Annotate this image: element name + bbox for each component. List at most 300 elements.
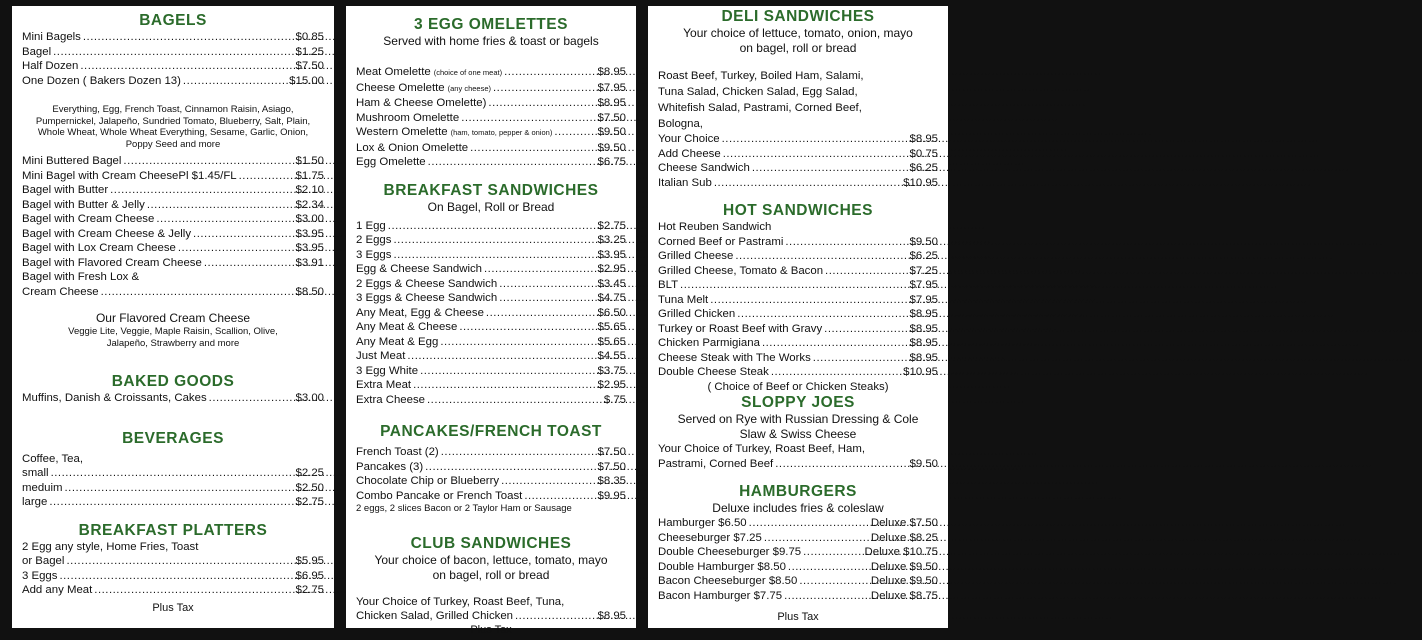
leader-dots xyxy=(51,466,294,481)
club-list xyxy=(356,609,626,624)
leader-dots xyxy=(488,96,595,111)
item-name: Extra Cheese xyxy=(356,393,426,406)
item-price: $3.91 xyxy=(295,256,324,269)
bagels-list xyxy=(22,30,324,88)
leader-dots xyxy=(764,531,869,546)
pancakes-heading: PANCAKES/FRENCH TOAST xyxy=(380,423,602,440)
item-price: $0.85 xyxy=(295,31,324,43)
item-name: Double Cheeseburger $9.75 xyxy=(658,546,802,558)
leader-dots xyxy=(388,219,596,234)
item-price: $3.25 xyxy=(597,234,626,246)
leader-dots xyxy=(407,349,595,364)
deli-list-line: Whitefish Salad, Pastrami, Corned Beef, xyxy=(658,102,862,114)
hot-sandwiches-heading: HOT SANDWICHES xyxy=(723,202,873,219)
item-note: (ham, tomato, pepper & onion) xyxy=(450,128,553,137)
menu-item xyxy=(356,460,626,475)
item-price: $15.00 xyxy=(289,74,324,87)
leader-dots xyxy=(722,132,908,147)
menu-item xyxy=(356,65,626,81)
item-price: $3.95 xyxy=(295,242,324,254)
leader-dots xyxy=(723,147,908,162)
item-name: Cream Cheese xyxy=(22,285,99,298)
item-price: $3.95 xyxy=(295,227,324,240)
menu-item xyxy=(22,183,324,198)
menu-item xyxy=(658,293,938,308)
item-price: $8.95 xyxy=(909,322,938,335)
item-price: $.75 xyxy=(603,393,626,406)
menu-item xyxy=(658,161,938,176)
menu-item xyxy=(22,45,324,60)
leader-dots xyxy=(785,235,907,250)
item-name: Chicken Parmigiana xyxy=(658,337,760,349)
item-price: $7.50 xyxy=(597,446,626,458)
item-price: $2.50 xyxy=(295,481,324,494)
menu-item xyxy=(356,248,626,263)
menu-item xyxy=(658,545,938,560)
menu-item xyxy=(356,291,626,306)
bagel-flavors: Everything, Egg, French Toast, Cinnamon Raisin, Asiago, Pumpernickel, Jalapeño, Sundried Tomato, Blueberry, Salt, Plain, Whole Wheat, Whole Wheat Everything, Sesame, Garlic, Onion, Poppy Seed and more xyxy=(35,104,311,150)
leader-dots xyxy=(425,460,595,475)
leader-dots xyxy=(752,161,908,176)
item-name: 3 Eggs xyxy=(22,569,58,582)
leader-dots xyxy=(499,277,595,292)
hamburgers-sub: Deluxe includes fries & coleslaw xyxy=(712,501,884,515)
menu-item xyxy=(658,351,938,366)
menu-item xyxy=(658,264,938,279)
leader-dots xyxy=(710,293,907,308)
item-price: $2.25 xyxy=(295,467,324,479)
menu-item xyxy=(356,349,626,364)
item-name: Western Omelette xyxy=(356,126,448,138)
item-name: Mushroom Omelette xyxy=(356,111,460,124)
leader-dots xyxy=(493,81,595,96)
leader-dots xyxy=(83,30,294,45)
menu-item xyxy=(22,30,324,45)
item-price: $8.95 xyxy=(597,97,626,109)
item-name: Any Meat & Egg xyxy=(356,335,439,348)
club-sandwiches-heading: CLUB SANDWICHES xyxy=(410,534,572,552)
item-name: Cheese Steak with The Works xyxy=(658,351,811,364)
item-name: One Dozen ( Bakers Dozen 13) xyxy=(22,74,181,87)
item-name: 2 Eggs xyxy=(356,234,392,246)
item-name: Ham & Cheese Omelette) xyxy=(356,97,487,109)
item-name: Grilled Cheese, Tomato & Bacon xyxy=(658,264,824,277)
menu-item xyxy=(356,111,626,126)
item-name: Mini Bagels xyxy=(22,31,81,43)
hot-line: Hot Reuben Sandwich xyxy=(658,221,772,233)
item-price: $8.95 xyxy=(909,133,938,145)
leader-dots xyxy=(156,212,293,227)
item-name: Grilled Cheese xyxy=(658,250,734,262)
item-name: Bagel with Cream Cheese xyxy=(22,213,155,225)
breakfast-sandwiches-heading: BREAKFAST SANDWICHES xyxy=(383,181,599,199)
item-price: $10.95 xyxy=(903,176,938,189)
pancakes-list xyxy=(356,445,626,503)
item-name: Cheese Omelette xyxy=(356,81,445,94)
leader-dots xyxy=(441,445,596,460)
leader-dots xyxy=(799,574,869,589)
menu-item xyxy=(22,285,324,300)
item-price: $4.55 xyxy=(597,350,626,362)
menu-item xyxy=(658,322,938,337)
leader-dots xyxy=(762,336,908,351)
menu-item xyxy=(22,583,324,598)
item-name: Bagel with Lox Cream Cheese xyxy=(22,242,176,254)
item-name: Egg & Cheese Sandwich xyxy=(356,263,483,275)
leader-dots xyxy=(749,516,869,531)
menu-item xyxy=(658,235,938,250)
leader-dots xyxy=(788,560,869,575)
item-price: $8.50 xyxy=(295,285,324,298)
item-price: $2.75 xyxy=(295,584,324,596)
item-name: Double Cheese Steak xyxy=(658,366,769,378)
item-price: $6.75 xyxy=(597,156,626,168)
item-name: Bagel with Butter & Jelly xyxy=(22,198,145,211)
item-price: $4.75 xyxy=(597,292,626,304)
item-name: Extra Meat xyxy=(356,379,412,391)
menu-item xyxy=(658,531,938,546)
leader-dots xyxy=(470,141,595,156)
leader-dots xyxy=(101,285,294,300)
menu-item xyxy=(356,474,626,489)
item-name: Pancakes (3) xyxy=(356,460,424,473)
leader-dots xyxy=(501,474,595,489)
hot-sandwiches-list xyxy=(658,235,938,380)
menu-item xyxy=(356,306,626,321)
sloppy-list xyxy=(658,457,938,472)
menu-item xyxy=(22,554,324,569)
item-name: Italian Sub xyxy=(658,176,712,189)
menu-item xyxy=(22,198,324,213)
sloppy-line: Your Choice of Turkey, Roast Beef, Ham, xyxy=(658,443,866,455)
item-price: $9.50 xyxy=(909,457,938,470)
menu-item xyxy=(22,74,324,89)
menu-item xyxy=(356,233,626,248)
item-name: 3 Egg White xyxy=(356,364,419,377)
item-name: Bagel with Flavored Cream Cheese xyxy=(22,256,202,269)
menu-item xyxy=(22,466,324,481)
item-price: $7.50 xyxy=(597,111,626,124)
leader-dots xyxy=(65,481,294,496)
menu-item xyxy=(658,365,938,380)
menu-item xyxy=(658,516,938,531)
sloppy-sub: Served on Rye with Russian Dressing & Cole Slaw & Swiss Cheese xyxy=(677,412,919,441)
menu-item xyxy=(22,256,324,271)
item-price: $6.95 xyxy=(295,569,324,582)
item-name: Mini Bagel with Cream CheesePl $1.45/FL xyxy=(22,169,237,182)
item-price: $8.35 xyxy=(597,475,626,487)
item-name: Egg Omelette xyxy=(356,156,426,168)
item-name: 1 Egg xyxy=(356,219,386,232)
leader-dots xyxy=(440,335,595,350)
item-name: Corned Beef or Pastrami xyxy=(658,235,784,248)
item-price: $3.45 xyxy=(597,277,626,290)
menu-item xyxy=(22,227,324,242)
flavored-cream-cheese-list: Veggie Lite, Veggie, Maple Raisin, Scallion, Olive, Jalapeño, Strawberry and more xyxy=(68,326,278,349)
leader-dots xyxy=(737,307,907,322)
menu-item xyxy=(356,125,626,141)
menu-item xyxy=(356,364,626,379)
plus-tax: Plus Tax xyxy=(152,601,194,614)
leader-dots xyxy=(775,457,907,472)
item-price: $9.50 xyxy=(597,141,626,154)
item-name: Any Meat & Cheese xyxy=(356,321,458,333)
item-price: $5.65 xyxy=(597,321,626,333)
item-price: $2.95 xyxy=(597,263,626,275)
menu-item xyxy=(658,307,938,322)
combo-note: 2 eggs, 2 slices Bacon or 2 Taylor Ham or Sausage xyxy=(356,503,572,514)
menu-item xyxy=(658,336,938,351)
menu-column-1 xyxy=(12,6,334,628)
item-price: $9.50 xyxy=(909,235,938,248)
omelettes-list xyxy=(356,65,626,170)
item-name: Meat Omelette xyxy=(356,66,431,78)
item-price: $7.25 xyxy=(909,264,938,277)
item-note: (any cheese) xyxy=(447,83,491,93)
deli-list-line: Tuna Salad, Chicken Salad, Egg Salad, xyxy=(658,86,858,98)
leader-dots xyxy=(413,378,595,393)
club-line: Your Choice of Turkey, Roast Beef, Tuna, xyxy=(356,595,565,608)
leader-dots xyxy=(459,320,595,335)
leader-dots xyxy=(178,241,294,256)
deli-list-text xyxy=(658,68,938,132)
leader-dots xyxy=(824,322,907,337)
leader-dots xyxy=(484,262,595,277)
leader-dots xyxy=(813,351,908,366)
item-price: $1.75 xyxy=(295,169,324,182)
hamburgers-list xyxy=(658,516,938,603)
item-name: BLT xyxy=(658,279,679,291)
deluxe-price: Deluxe $10.75 xyxy=(864,546,938,558)
breakfast-platters-heading: BREAKFAST PLATTERS xyxy=(78,521,268,539)
leader-dots xyxy=(53,45,293,60)
platters-list xyxy=(22,554,324,598)
item-name: Cheese Sandwich xyxy=(658,162,750,174)
item-name: 2 Eggs & Cheese Sandwich xyxy=(356,277,498,290)
menu-item xyxy=(22,241,324,256)
menu-item xyxy=(658,457,938,472)
item-price: $8.95 xyxy=(909,308,938,320)
item-price: $6.50 xyxy=(597,306,626,319)
leader-dots xyxy=(524,489,595,504)
item-price: $2.75 xyxy=(295,496,324,508)
item-name: Chicken Salad, Grilled Chicken xyxy=(356,610,514,622)
fresh-lox-line: Bagel with Fresh Lox & xyxy=(22,271,140,283)
hot-note: ( Choice of Beef or Chicken Steaks) xyxy=(707,380,889,393)
plus-tax: Plus Tax xyxy=(470,623,512,636)
menu-column-3 xyxy=(648,6,948,628)
item-name: French Toast (2) xyxy=(356,446,439,458)
item-name: Mini Buttered Bagel xyxy=(22,155,122,167)
leader-dots xyxy=(714,176,901,191)
menu-item xyxy=(22,212,324,227)
item-price: $1.25 xyxy=(295,45,324,58)
leader-dots xyxy=(393,248,595,263)
menu-item xyxy=(658,278,938,293)
item-price: $2.95 xyxy=(597,379,626,391)
omelettes-sub: Served with home fries & toast or bagels xyxy=(383,34,599,48)
deli-sub: Your choice of lettuce, tomato, onion, mayo on bagel, roll or bread xyxy=(683,26,913,55)
menu-item xyxy=(658,574,938,589)
item-price: $10.95 xyxy=(903,366,938,378)
item-name: Your Choice xyxy=(658,133,720,145)
menu-item xyxy=(356,378,626,393)
item-name: Combo Pancake or French Toast xyxy=(356,489,523,502)
item-price: $3.00 xyxy=(295,213,324,225)
item-name: Pastrami, Corned Beef xyxy=(658,457,774,470)
item-name: Grilled Chicken xyxy=(658,308,736,320)
item-price: $8.95 xyxy=(597,66,626,78)
leader-dots xyxy=(486,306,596,321)
item-price: $5.65 xyxy=(597,335,626,348)
menu-item xyxy=(356,393,626,408)
menu-item xyxy=(356,445,626,460)
deli-sandwiches-heading: DELI SANDWICHES xyxy=(721,8,875,25)
leader-dots xyxy=(680,278,907,293)
item-price: $6.25 xyxy=(909,250,938,262)
menu-item xyxy=(356,320,626,335)
menu-item xyxy=(356,81,626,97)
leader-dots xyxy=(183,74,287,89)
item-name: large xyxy=(22,496,48,508)
item-price: $5.95 xyxy=(295,555,324,567)
menu-item xyxy=(22,154,324,169)
leader-dots xyxy=(784,589,869,604)
item-name: Bacon Hamburger $7.75 xyxy=(658,589,783,602)
menu-item xyxy=(356,489,626,504)
item-price: $7.95 xyxy=(597,81,626,94)
leader-dots xyxy=(825,264,907,279)
leader-dots xyxy=(94,583,293,598)
item-name: Muffins, Danish & Croissants, Cakes xyxy=(22,392,207,404)
item-price: $7.95 xyxy=(909,293,938,306)
leader-dots xyxy=(393,233,595,248)
item-name: 3 Eggs & Cheese Sandwich xyxy=(356,292,498,304)
sloppy-joes-heading: SLOPPY JOES xyxy=(741,394,855,411)
menu-item xyxy=(356,262,626,277)
item-price: $2.10 xyxy=(295,184,324,196)
menu-item xyxy=(22,481,324,496)
deluxe-price: Deluxe $9.50 xyxy=(870,575,938,587)
leader-dots xyxy=(123,154,293,169)
menu-item xyxy=(22,495,324,510)
leader-dots xyxy=(49,495,293,510)
item-name: 3 Eggs xyxy=(356,248,392,261)
leader-dots xyxy=(803,545,862,560)
item-name: Just Meat xyxy=(356,350,406,362)
item-name: Add Cheese xyxy=(658,147,721,160)
leader-dots xyxy=(193,227,293,242)
leader-dots xyxy=(504,65,595,80)
leader-dots xyxy=(204,256,294,271)
leader-dots xyxy=(80,59,293,74)
menu-item xyxy=(356,155,626,170)
menu-item xyxy=(356,277,626,292)
menu-item xyxy=(356,219,626,234)
menu-item xyxy=(356,96,626,111)
item-price: $7.50 xyxy=(295,60,324,72)
leader-dots xyxy=(420,364,595,379)
item-name: Bagel xyxy=(22,45,52,58)
menu-item xyxy=(658,560,938,575)
item-price: $2.34 xyxy=(295,198,324,211)
bagel-items-list xyxy=(22,154,324,270)
item-price: $7.50 xyxy=(597,460,626,473)
menu-item xyxy=(356,141,626,156)
item-name: Bagel with Butter xyxy=(22,184,109,196)
breakfast-sandwiches-sub: On Bagel, Roll or Bread xyxy=(427,199,555,214)
leader-dots xyxy=(110,183,293,198)
menu-item xyxy=(658,176,938,191)
deluxe-price: Deluxe $7.50 xyxy=(870,517,938,529)
item-name: Add any Meat xyxy=(22,584,93,596)
leader-dots xyxy=(515,609,595,624)
item-name: Half Dozen xyxy=(22,60,79,72)
leader-dots xyxy=(428,155,596,170)
item-price: $3.95 xyxy=(597,248,626,261)
beverages-line: Coffee, Tea, xyxy=(22,452,84,465)
deluxe-price: Deluxe $8.25 xyxy=(870,531,938,544)
bagels-heading: BAGELS xyxy=(139,12,207,29)
deli-list xyxy=(658,132,938,190)
item-price: $6.25 xyxy=(909,162,938,174)
item-name: meduim xyxy=(22,481,63,494)
item-price: $8.95 xyxy=(909,351,938,364)
leader-dots xyxy=(147,198,294,213)
platters-line: 2 Egg any style, Home Fries, Toast xyxy=(22,540,199,553)
deluxe-price: Deluxe $8.75 xyxy=(870,589,938,602)
item-price: $7.95 xyxy=(909,279,938,291)
menu-item xyxy=(22,569,324,584)
deli-list-line: Roast Beef, Turkey, Boiled Ham, Salami, xyxy=(658,70,864,82)
item-price: $1.50 xyxy=(295,155,324,167)
menu-item xyxy=(658,249,938,264)
flavored-cream-cheese-title: Our Flavored Cream Cheese xyxy=(95,311,251,325)
item-name: Chocolate Chip or Blueberry xyxy=(356,475,500,487)
beverages-heading: BEVERAGES xyxy=(122,429,224,447)
leader-dots xyxy=(771,365,901,380)
leader-dots xyxy=(461,111,595,126)
item-name: Bacon Cheeseburger $8.50 xyxy=(658,575,798,587)
leader-dots xyxy=(239,169,294,184)
item-name: Lox & Onion Omelette xyxy=(356,141,469,154)
leader-dots xyxy=(59,569,293,584)
menu-item xyxy=(658,589,938,604)
item-name: Bagel with Cream Cheese & Jelly xyxy=(22,227,192,240)
deli-list-line: Bologna, xyxy=(658,118,703,130)
menu-item xyxy=(658,147,938,162)
menu-column-2 xyxy=(346,6,636,636)
menu-item xyxy=(22,391,324,406)
item-name: Double Hamburger $8.50 xyxy=(658,560,786,573)
item-price: $3.00 xyxy=(295,392,324,404)
breakfast-sandwiches-list xyxy=(356,219,626,408)
item-name: Tuna Melt xyxy=(658,293,709,306)
item-price: $8.95 xyxy=(909,337,938,349)
menu-item xyxy=(356,609,626,624)
menu-item xyxy=(356,335,626,350)
leader-dots xyxy=(427,393,602,408)
baked-goods-list xyxy=(22,391,324,406)
item-note: (choice of one meat) xyxy=(433,68,503,77)
item-price: $3.75 xyxy=(597,364,626,377)
leader-dots xyxy=(735,249,907,264)
item-price: $0.75 xyxy=(909,147,938,160)
deluxe-price: Deluxe $9.50 xyxy=(870,560,938,573)
hamburgers-heading: HAMBURGERS xyxy=(739,483,857,500)
omelettes-heading: 3 EGG OMELETTES xyxy=(414,16,568,33)
item-name: Any Meat, Egg & Cheese xyxy=(356,306,484,319)
